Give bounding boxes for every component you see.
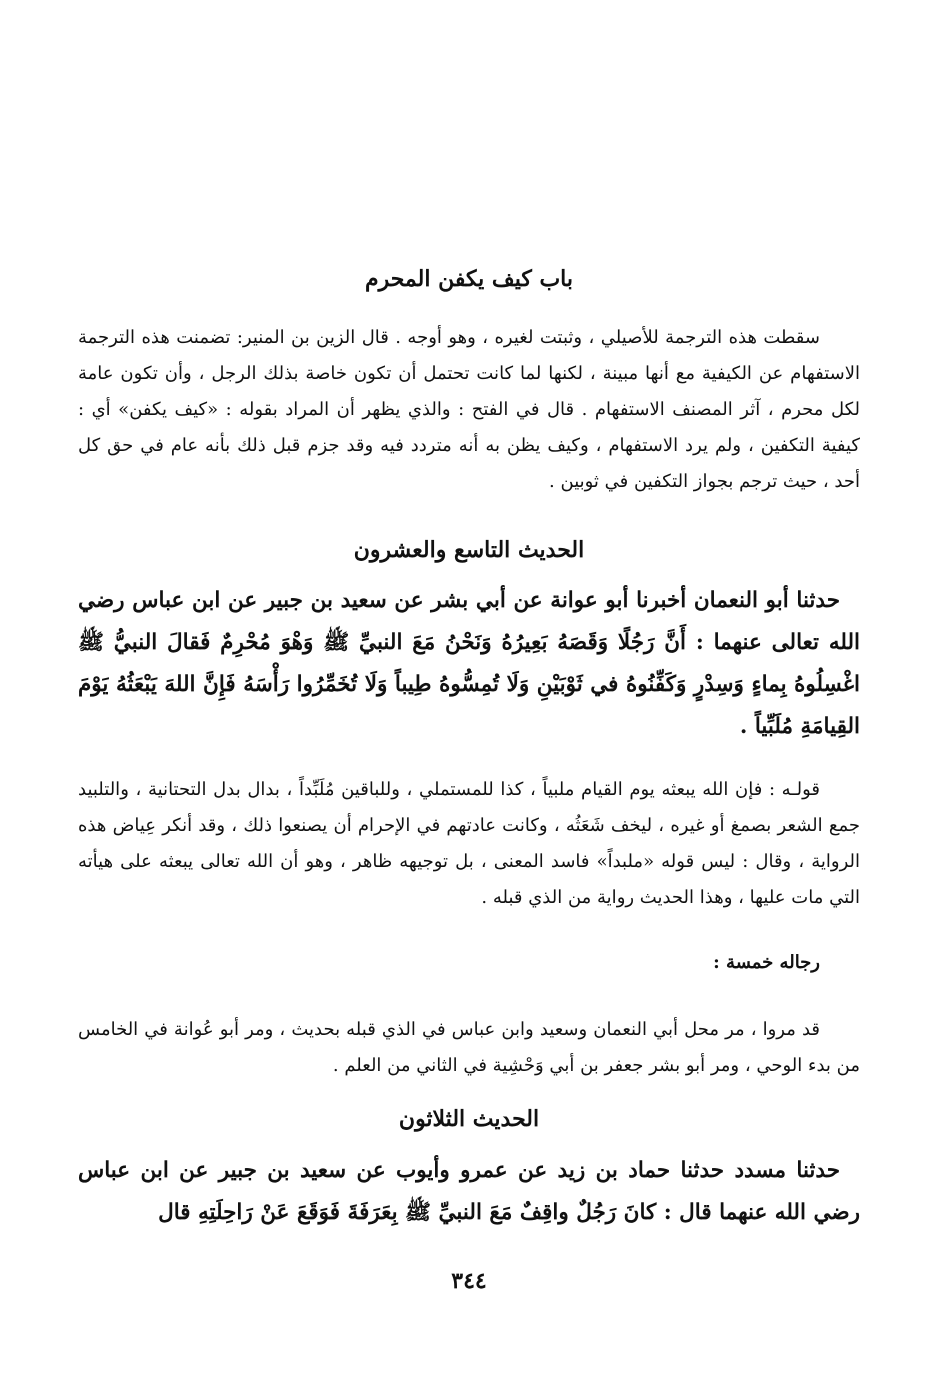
page-number: ٣٤٤ <box>451 1268 487 1294</box>
hadith-29-heading: الحديث التاسع والعشرون <box>353 537 585 563</box>
hadith-29-commentary-block <box>78 772 860 916</box>
narrators-block <box>78 1012 860 1084</box>
chapter-intro: سقطت هذه الترجمة للأصيلي ، وثبتت لغيره ، وهو أوجه . قال الزين بن المنير: تضمنت هذه الترجمة الاستفهام عن الكيفية مع أنها مبينة ، لكنها لما كانت تحتمل أن تكون خاصة بذلك الرجل ، وأن تكون عامة لكل محرم ، آثر المصنف الاستفهام . قال في الفتح : والذي يظهر أن المراد بقوله : «كيف يكفن» أي : كيفية التكفين ، ولم يرد الاستفهام ، وكيف يظن به أنه متردد فيه وقد جزم قبل ذلك بأنه عام في حق كل أحد ، حيث ترجم بجواز التكفين في ثوبين . <box>78 327 860 492</box>
narrators-text: قد مروا ، مر محل أبي النعمان وسعيد وابن عباس في الذي قبله بحديث ، ومر أبو عُوانة في الخامس من بدء الوحي ، ومر أبو بشر جعفر بن أبي وَحْشِية في الثاني من العلم . <box>78 1019 860 1076</box>
hadith-29-commentary: قولـه : فإن الله يبعثه يوم القيام ملبياً ، كذا للمستملي ، وللباقين مُلَبِّداً ، بدال بدل التحتانية ، والتلبيد جمع الشعر بصمغ أو غيره ، ليخف شَعَثُه ، وكانت عادتهم في الإحرام أن يصنعوا ذلك ، وقد أنكر عِياض هذه الرواية ، وقال : ليس قوله «ملبداً» فاسد المعنى ، بل توجيهه ظاهر ، وهو أن الله تعالى يبعثه على هيأته التي مات عليها ، وهذا الحديث رواية من الذي قبله . <box>78 779 860 908</box>
chapter-title: باب كيف يكفن المحرم <box>364 266 574 292</box>
chapter-intro-block <box>78 320 860 500</box>
narrators-heading-block <box>78 952 860 973</box>
hadith-29-block <box>78 580 860 748</box>
hadith-30-text: حدثنا مسدد حدثنا حماد بن زيد عن عمرو وأيوب عن سعيد بن جبير عن ابن عباس رضي الله عنهما قال : كانَ رَجُلٌ واقِفٌ مَعَ النبيِّ ﷺ بِعَرَفَةَ فَوَقَعَ عَنْ رَاحِلَتِهِ قال <box>78 1158 860 1225</box>
hadith-30-block <box>78 1150 860 1234</box>
hadith-30-heading: الحديث الثلاثون <box>398 1106 540 1132</box>
hadith-29-text: حدثنا أبو النعمان أخبرنا أبو عوانة عن أبي بشر عن سعيد بن جبير عن ابن عباس رضي الله تعالى عنهما : أَنَّ رَجُلًا وَقَصَهُ بَعِيرُهُ وَنَحْنُ مَعَ النبيِّ ﷺ وَهْوَ مُحْرِمٌ فَقالَ النبيُّ ﷺ اغْسِلُوهُ بِماءٍ وَسِدْرٍ وَكَفِّنُوهُ في ثَوْبَيْنِ وَلَا تُمِسُّوهُ طِيباً وَلَا تُخَمِّرُوا رَأْسَهُ فَإِنَّ اللهَ يَبْعَثُهُ يَوْمَ القِيامَةِ مُلَبِّياً . <box>78 588 860 739</box>
narrators-heading: رجاله خمسة : <box>713 952 820 973</box>
